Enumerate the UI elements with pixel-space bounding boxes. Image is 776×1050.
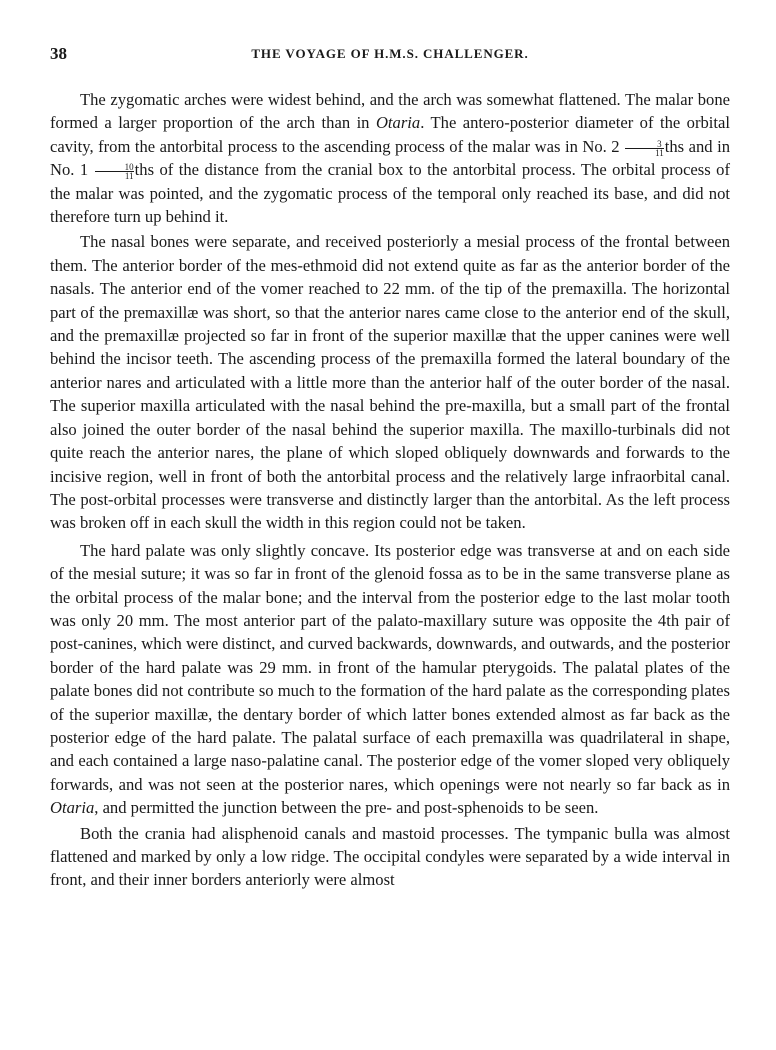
paragraph-nasal: The nasal bones were separate, and received posteriorly a mesial process of the frontal between them. The anterior border of the mes-ethmoid did not extend quite as far as the anterior border of the nasals. The anterior end of the vomer reached to 22 mm. of the tip of the premaxilla. The horizontal part of the premaxillæ was short, so that the anterior nares came close to the anterior end of the skull, and the premaxillæ projected so far in front of the superior maxillæ that the upper canines were well behind the incisor teeth. The ascending process of the premaxilla formed the lateral boundary of the anterior nares and articulated with a little more than the anterior half of the outer border of the nasal. The superior maxilla articulated with the nasal behind the pre-maxilla, but a small part of the frontal also joined the outer border of the nasal behind the superior maxilla. The maxillo-turbinals did not quite reach the anterior nares, the plane of which sloped obliquely downwards and forwards to the incisive region, well in front of both the antorbital process and the relatively large infraorbital canal. The post-orbital processes were transverse and distinctly larger than the antorbital. As the left process was broken off in each skull the width in this region could not be taken. bbox=[50, 232, 730, 533]
fraction bbox=[95, 163, 134, 180]
text-run: . The antero-posterior diameter of the orbital cavity, from the antorbital process to the ascending process of the malar was in No. 2 bbox=[50, 113, 730, 156]
fraction-numerator: 3 bbox=[657, 138, 662, 149]
text-run: ths of the distance from the cranial box to the antorbital process. The orbital process of the malar was pointed, and the zygomatic process of the temporal only reached its base, and did not therefore turn up behind it. bbox=[50, 160, 730, 227]
text-run: The hard palate was only slightly concave. Its posterior edge was transverse at and on each side of the mesial suture; it was so far in front of the glenoid fossa as to be in the same transverse plane as the orbital process of the malar bone; and the interval from the posterior edge to the last molar tooth was only 20 mm. The most anterior part of the palato-maxillary suture was opposite the 4th pair of post-canines, which were distinct, and curved backwards, downwards, and outwards, and the posterior border of the hard palate was 29 mm. in front of the hamular pterygoids. The palatal plates of the palate bones did not contribute so much to the formation of the hard palate as the corresponding plates of the superior maxillæ, the dentary border of which latter bones extended almost as far back as the posterior edge of the hard palate. The palatal surface of each premaxilla was quadrilateral in shape, and each contained a large naso-palatine canal. The posterior edge of the vomer sloped very obliquely forwards, and was not seen at the posterior nares, which openings were not nearly so far back as in bbox=[50, 540, 730, 794]
document-page bbox=[50, 44, 730, 894]
body-text bbox=[50, 88, 730, 892]
fraction-denominator: 11 bbox=[625, 148, 664, 157]
page-number: 38 bbox=[50, 44, 67, 63]
fraction bbox=[625, 140, 664, 157]
text-run: ths and in No. 1 bbox=[50, 136, 730, 180]
page-header bbox=[50, 44, 730, 72]
italic-term: Otaria bbox=[375, 113, 421, 133]
text-run: The zygomatic arches were widest behind, and the arch was somewhat flattened. The malar bone formed a larger proportion of the arch than in bbox=[50, 90, 730, 133]
fraction-numerator: 10 bbox=[124, 161, 134, 172]
fraction-denominator: 11 bbox=[95, 171, 134, 180]
italic-term: Otaria bbox=[50, 798, 95, 818]
running-title: THE VOYAGE OF H.M.S. CHALLENGER. bbox=[251, 46, 529, 61]
paragraph-hard-palate bbox=[50, 539, 730, 820]
paragraph-crania: Both the crania had alisphenoid canals and mastoid processes. The tympanic bulla was almost flattened and marked by only a low ridge. The occipital condyles were separated by a wide interval in front, and their inner borders anteriorly were almost bbox=[50, 823, 730, 890]
paragraph-zygomatic bbox=[50, 88, 730, 228]
text-run: , and permitted the junction between the pre- and post-sphenoids to be seen. bbox=[94, 798, 599, 818]
